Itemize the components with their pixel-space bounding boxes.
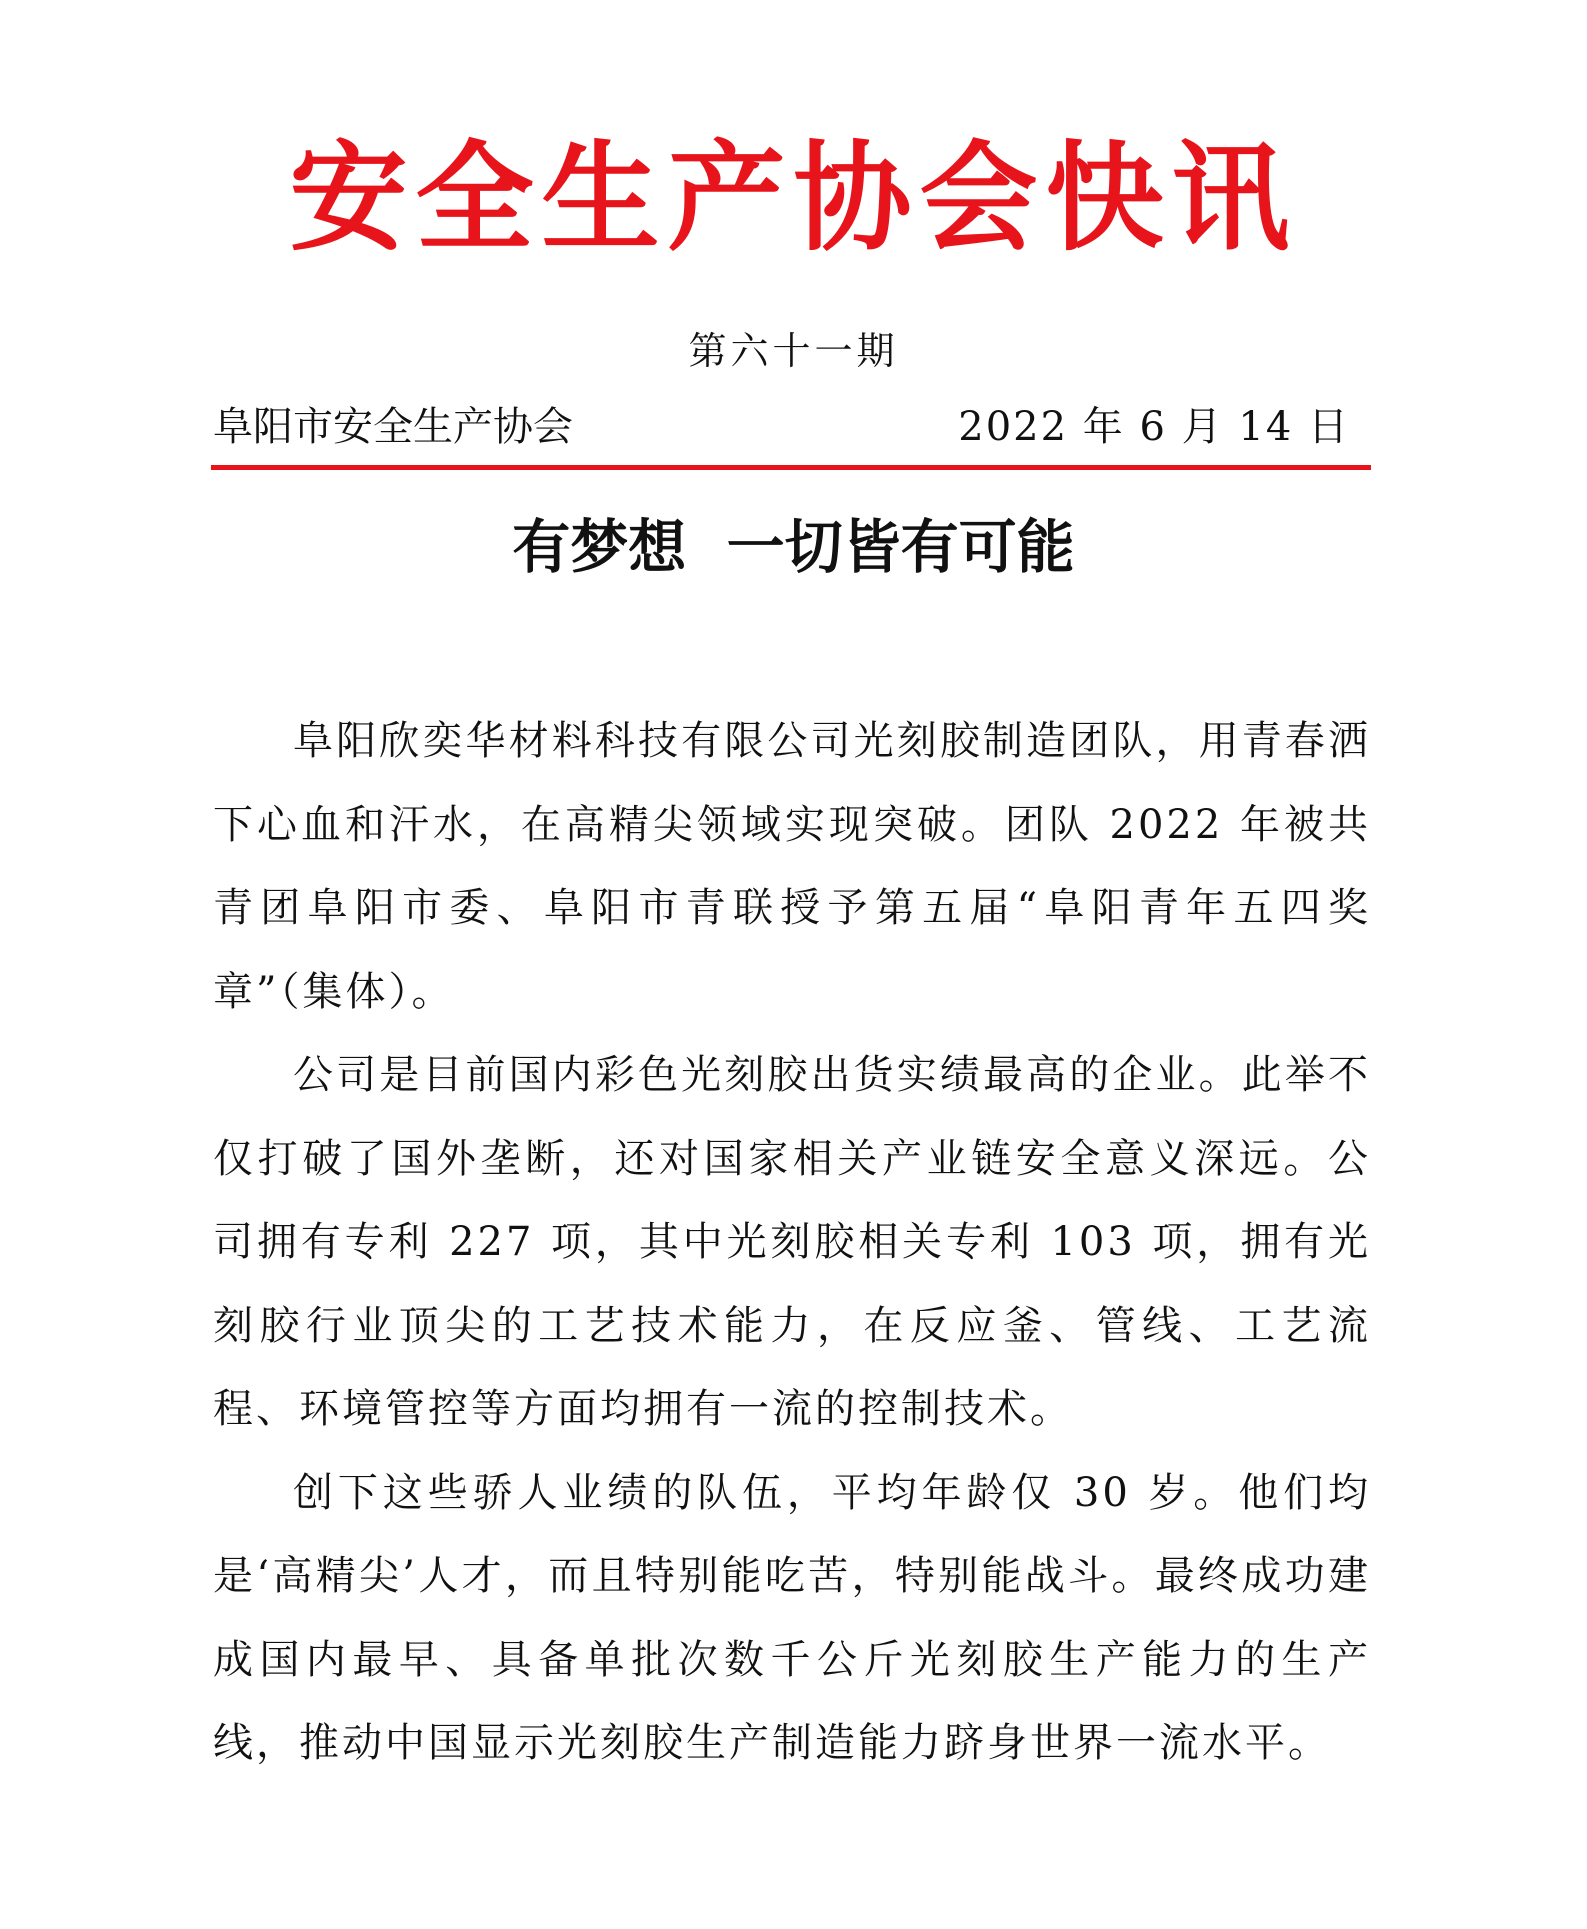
- header-divider: [211, 465, 1371, 470]
- article-headline: 有梦想 一切皆有可能: [512, 513, 1075, 581]
- paragraph-2: 公司是目前国内彩色光刻胶出货实绩最高的企业。此举不仅打破了国外垄断，还对国家相关产业链安全意义深远。公司拥有专利 227 项，其中光刻胶相关专利 103 项，拥有光刻胶行业顶尖的工艺技术能力，在反应釜、管线、工艺流程、环境管控等方面均拥有一流的控制技术。: [213, 1052, 1371, 1432]
- article-body: [213, 700, 1371, 1786]
- organization-name: 阜阳市安全生产协会: [213, 404, 573, 450]
- issue-number: 第六十一期: [688, 329, 899, 373]
- publish-date: 2022 年 6 月 14 日: [958, 404, 1350, 450]
- paragraph-1: 阜阳欣奕华材料科技有限公司光刻胶制造团队，用青春洒下心血和汗水，在高精尖领域实现突破。团队 2022 年被共青团阜阳市委、阜阳市青联授予第五届“阜阳青年五四奖章”（集体）。: [213, 718, 1371, 1015]
- paragraph-3: 创下这些骄人业绩的队伍，平均年龄仅 30 岁。他们均是‘高精尖’人才，而且特别能吃苦，特别能战斗。最终成功建成国内最早、具备单批次数千公斤光刻胶生产能力的生产线，推动中国显示光刻胶生产制造能力跻身世界一流水平。: [213, 1469, 1371, 1766]
- masthead-title: 安全生产协会快讯: [289, 129, 1298, 267]
